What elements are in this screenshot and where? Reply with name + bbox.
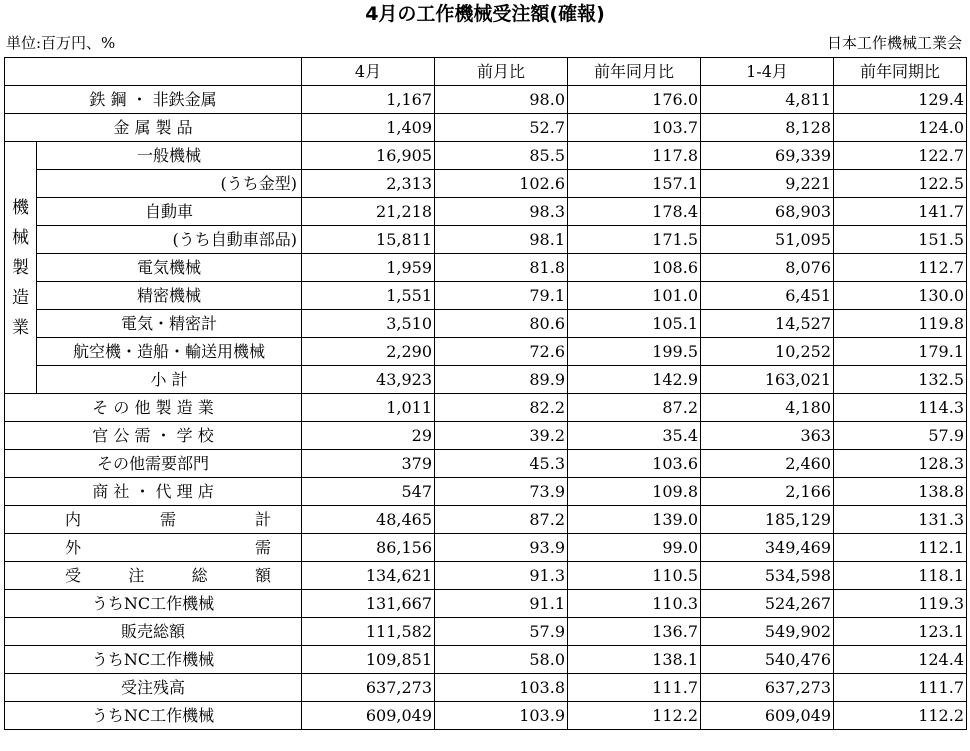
orders-table [4,57,967,730]
cell: 109,851 [302,646,435,674]
row-label: (うち金型) [37,170,302,198]
unit-label: 単位:百万円、% [6,34,116,52]
table-row [5,142,967,170]
row-label: うちNC工作機械 [5,590,302,618]
cell: 68,903 [701,198,834,226]
cell: 138.8 [834,478,967,506]
cell: 118.1 [834,562,967,590]
cell: 379 [302,450,435,478]
header-cell: 前年同月比 [568,58,701,86]
row-label: 航空機・造船・輸送用機械 [37,338,302,366]
row-label: 受 注 総 額 [5,562,302,590]
cell: 349,469 [701,534,834,562]
cell: 111,582 [302,618,435,646]
cell: 15,811 [302,226,435,254]
cell: 105.1 [568,310,701,338]
cell: 112.2 [834,702,967,730]
cell: 131.3 [834,506,967,534]
cell: 122.5 [834,170,967,198]
cell: 157.1 [568,170,701,198]
cell: 2,166 [701,478,834,506]
row-label: うちNC工作機械 [5,702,302,730]
table-row [5,534,967,562]
cell: 87.2 [435,506,568,534]
cell: 110.5 [568,562,701,590]
group-label-char: 械 [12,227,29,248]
cell: 111.7 [568,674,701,702]
cell: 1,011 [302,394,435,422]
row-label: その他需要部門 [5,450,302,478]
table-row [5,618,967,646]
row-label: 受注残高 [5,674,302,702]
cell: 130.0 [834,282,967,310]
cell: 139.0 [568,506,701,534]
cell: 102.6 [435,170,568,198]
cell: 69,339 [701,142,834,170]
cell: 98.3 [435,198,568,226]
cell: 91.3 [435,562,568,590]
cell: 2,290 [302,338,435,366]
cell: 534,598 [701,562,834,590]
row-label: 鉄 鋼 ・ 非鉄金属 [5,86,302,114]
cell: 57.9 [834,422,967,450]
cell: 99.0 [568,534,701,562]
cell: 609,049 [701,702,834,730]
cell: 29 [302,422,435,450]
cell: 132.5 [834,366,967,394]
cell: 52.7 [435,114,568,142]
cell: 103.6 [568,450,701,478]
group-label-char: 造 [12,287,29,308]
table-row [5,338,967,366]
table-row [5,86,967,114]
cell: 10,252 [701,338,834,366]
table-row [5,366,967,394]
cell: 637,273 [701,674,834,702]
cell: 8,128 [701,114,834,142]
row-label: 精密機械 [37,282,302,310]
cell: 136.7 [568,618,701,646]
cell: 4,811 [701,86,834,114]
cell: 80.6 [435,310,568,338]
row-label: 電気・精密計 [37,310,302,338]
cell: 58.0 [435,646,568,674]
table-row [5,422,967,450]
table-row [5,310,967,338]
row-label: うちNC工作機械 [5,646,302,674]
cell: 609,049 [302,702,435,730]
cell: 547 [302,478,435,506]
cell: 4,180 [701,394,834,422]
cell: 43,923 [302,366,435,394]
cell: 85.5 [435,142,568,170]
cell: 185,129 [701,506,834,534]
table-row [5,394,967,422]
cell: 103.9 [435,702,568,730]
cell: 114.3 [834,394,967,422]
cell: 35.4 [568,422,701,450]
cell: 14,527 [701,310,834,338]
row-label: 内 需 計 [5,506,302,534]
table-row [5,282,967,310]
cell: 129.4 [834,86,967,114]
table-row [5,254,967,282]
cell: 108.6 [568,254,701,282]
cell: 637,273 [302,674,435,702]
cell: 178.4 [568,198,701,226]
table-row [5,114,967,142]
cell: 79.1 [435,282,568,310]
table-row [5,450,967,478]
group-label-char: 業 [12,317,29,338]
group-label-char: 機 [12,197,29,218]
row-label: 金 属 製 品 [5,114,302,142]
cell: 117.8 [568,142,701,170]
cell: 199.5 [568,338,701,366]
row-label: 外 需 [5,534,302,562]
cell: 131,667 [302,590,435,618]
cell: 48,465 [302,506,435,534]
cell: 142.9 [568,366,701,394]
cell: 176.0 [568,86,701,114]
cell: 123.1 [834,618,967,646]
cell: 98.0 [435,86,568,114]
cell: 91.1 [435,590,568,618]
group-label-machinery [5,142,37,394]
row-label: 自動車 [37,198,302,226]
table-row [5,674,967,702]
cell: 72.6 [435,338,568,366]
table-row [5,702,967,730]
cell: 103.8 [435,674,568,702]
cell: 124.0 [834,114,967,142]
group-label-char: 製 [12,257,29,278]
cell: 138.1 [568,646,701,674]
cell: 119.8 [834,310,967,338]
cell: 39.2 [435,422,568,450]
cell: 122.7 [834,142,967,170]
cell: 1,551 [302,282,435,310]
cell: 6,451 [701,282,834,310]
cell: 21,218 [302,198,435,226]
table-row [5,590,967,618]
cell: 363 [701,422,834,450]
cell: 124.4 [834,646,967,674]
cell: 134,621 [302,562,435,590]
organization-label: 日本工作機械工業会 [826,34,962,52]
cell: 151.5 [834,226,967,254]
cell: 51,095 [701,226,834,254]
row-label: (うち自動車部品) [37,226,302,254]
cell: 110.3 [568,590,701,618]
cell: 1,959 [302,254,435,282]
cell: 2,313 [302,170,435,198]
table-row [5,478,967,506]
cell: 87.2 [568,394,701,422]
cell: 112.1 [834,534,967,562]
header-cell: 前年同期比 [834,58,967,86]
cell: 3,510 [302,310,435,338]
cell: 9,221 [701,170,834,198]
row-label: 一般機械 [37,142,302,170]
cell: 128.3 [834,450,967,478]
row-label: 電気機械 [37,254,302,282]
page-title: 4月の工作機械受注額(確報) [365,3,605,25]
cell: 163,021 [701,366,834,394]
cell: 45.3 [435,450,568,478]
row-label: 官 公 需 ・ 学 校 [5,422,302,450]
row-label: 販売総額 [5,618,302,646]
header-cell: 前月比 [435,58,568,86]
header-blank [5,58,302,86]
header-cell: 1-4月 [701,58,834,86]
table-row [5,226,967,254]
cell: 86,156 [302,534,435,562]
cell: 93.9 [435,534,568,562]
cell: 549,902 [701,618,834,646]
row-label: 小 計 [37,366,302,394]
table-row [5,646,967,674]
cell: 103.7 [568,114,701,142]
row-label: 商 社 ・ 代 理 店 [5,478,302,506]
cell: 2,460 [701,450,834,478]
cell: 16,905 [302,142,435,170]
cell: 119.3 [834,590,967,618]
cell: 1,167 [302,86,435,114]
cell: 171.5 [568,226,701,254]
row-label: そ の 他 製 造 業 [5,394,302,422]
table-row [5,198,967,226]
table-row [5,506,967,534]
cell: 8,076 [701,254,834,282]
cell: 82.2 [435,394,568,422]
cell: 109.8 [568,478,701,506]
cell: 101.0 [568,282,701,310]
cell: 112.7 [834,254,967,282]
cell: 1,409 [302,114,435,142]
cell: 111.7 [834,674,967,702]
cell: 112.2 [568,702,701,730]
table-row [5,170,967,198]
cell: 57.9 [435,618,568,646]
cell: 81.8 [435,254,568,282]
cell: 89.9 [435,366,568,394]
header-cell: 4月 [302,58,435,86]
cell: 141.7 [834,198,967,226]
cell: 524,267 [701,590,834,618]
cell: 98.1 [435,226,568,254]
cell: 73.9 [435,478,568,506]
cell: 179.1 [834,338,967,366]
header-row [5,58,967,86]
table-row [5,562,967,590]
cell: 540,476 [701,646,834,674]
